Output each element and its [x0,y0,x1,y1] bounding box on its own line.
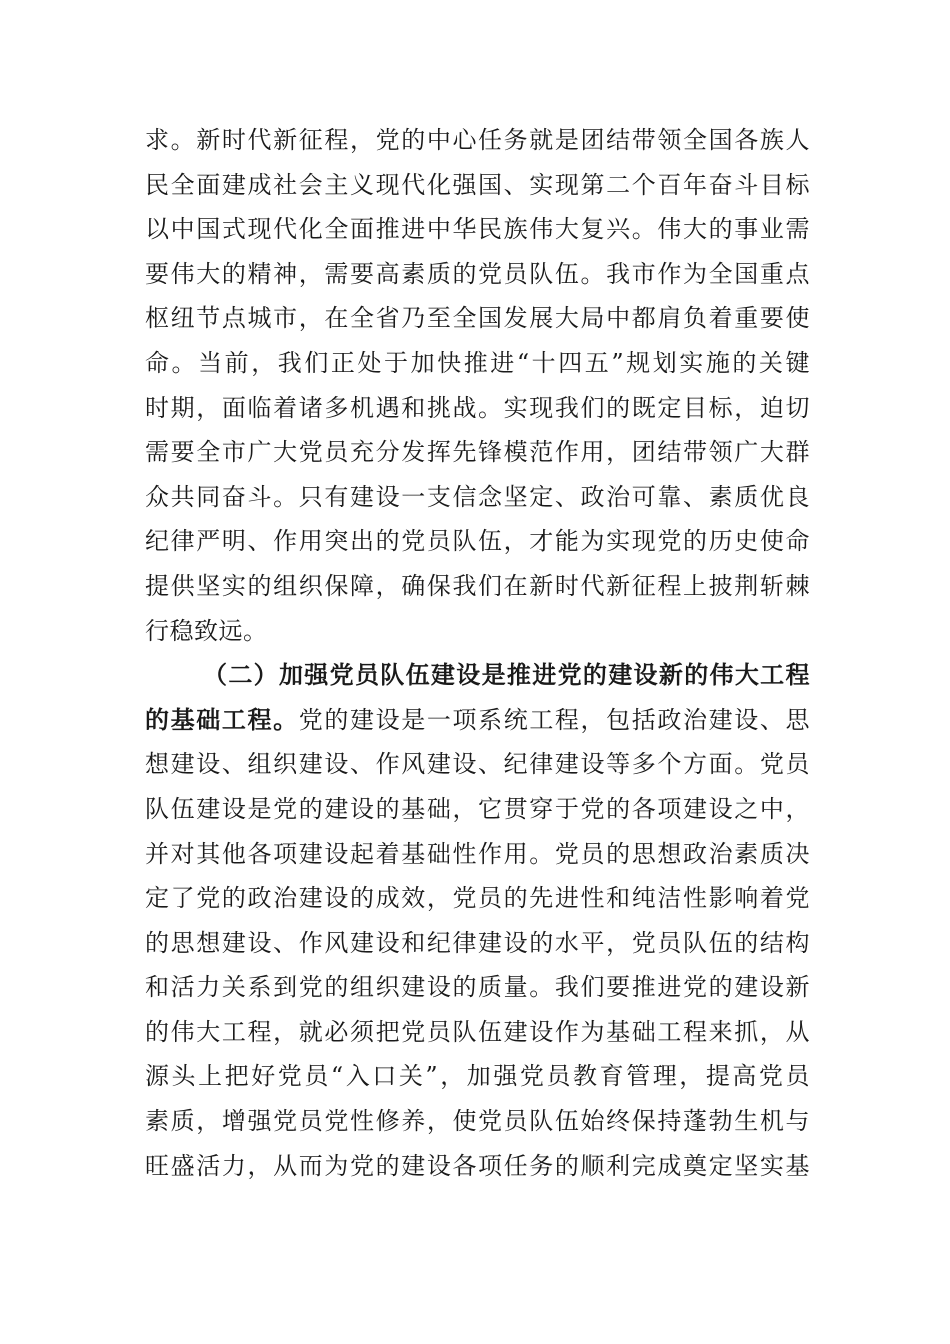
text-segment: 党的建设是一项系统工程，包括政治建设、思 [298,705,811,734]
text-line: 纪律严明、作用突出的党员队伍，才能为实现党的历史使命 [145,527,810,556]
text-line: 旺盛活力，从而为党的建设各项任务的顺利完成奠定坚实基 [145,1151,810,1180]
text-line: 求。新时代新征程，党的中心任务就是团结带领全国各族人 [145,126,810,154]
text-line: 枢纽节点城市，在全省乃至全国发展大局中都肩负着重要使 [145,304,810,333]
text-line: 的伟大工程，就必须把党员队伍建设作为基础工程来抓，从 [145,1017,810,1046]
text-line: 需要全市广大党员充分发挥先锋模范作用，团结带领广大群 [145,438,810,467]
text-line: 命。当前，我们正处于加快推进“十四五”规划实施的关键 [145,348,810,377]
text-line: 行稳致远。 [145,616,268,645]
text-line: 时期，面临着诸多机遇和挑战。实现我们的既定目标，迫切 [145,393,810,422]
text-line: 源头上把好党员“入口关”，加强党员教育管理，提高党员 [145,1062,810,1091]
section-heading: （二）加强党员队伍建设是推进党的建设新的伟大工程 [203,660,810,690]
text-line: 和活力关系到党的组织建设的质量。我们要推进党的建设新 [145,973,810,1002]
text-line: 想建设、组织建设、作风建设、纪律建设等多个方面。党员 [145,750,810,779]
text-line: 要伟大的精神，需要高素质的党员队伍。我市作为全国重点 [145,259,810,288]
section-heading-end: 的基础工程。 [145,704,299,734]
text-line: 民全面建成社会主义现代化强国、实现第二个百年奋斗目标 [145,170,810,199]
text-line: 提供坚实的组织保障，确保我们在新时代新征程上披荆斩棘 [145,571,810,600]
text-line: 素质，增强党员党性修养，使党员队伍始终保持蓬勃生机与 [145,1107,810,1136]
document-body [145,118,810,1188]
text-line: 队伍建设是党的建设的基础，它贯穿于党的各项建设之中， [145,794,810,823]
text-line: 并对其他各项建设起着基础性作用。党员的思想政治素质决 [145,839,810,868]
text-line [145,698,810,743]
paragraph-2 [145,653,810,1188]
text-line: 定了党的政治建设的成效，党员的先进性和纯洁性影响着党 [145,884,810,913]
text-line: 众共同奋斗。只有建设一支信念坚定、政治可靠、素质优良 [145,482,810,511]
paragraph-1 [145,118,810,653]
text-line: 以中国式现代化全面推进中华民族伟大复兴。伟大的事业需 [145,215,810,244]
text-line: 的思想建设、作风建设和纪律建设的水平，党员队伍的结构 [145,928,810,957]
